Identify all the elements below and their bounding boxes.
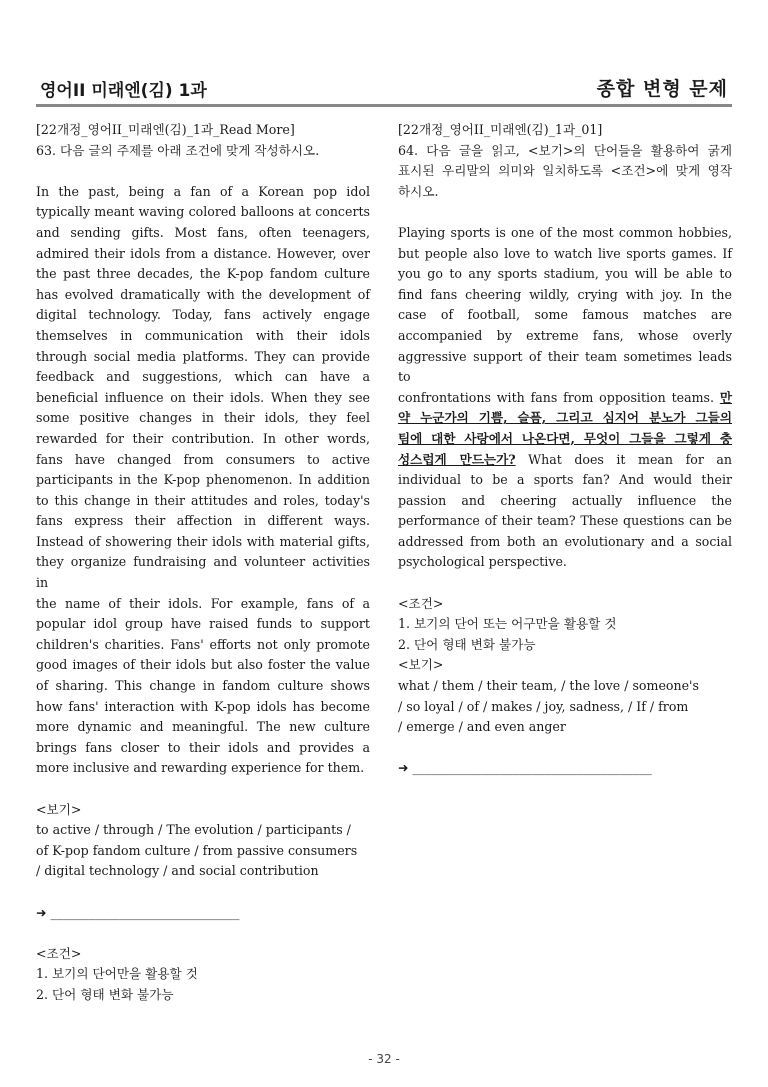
- passage-text: What does it mean for an: [515, 451, 732, 467]
- passage-line: rewarded for their contribution. In other words,: [36, 430, 370, 446]
- q63-bogi-line: / digital technology / and social contribution: [36, 863, 319, 879]
- passage-line: through social media platforms. They can provide: [36, 348, 370, 364]
- passage-line: popular idol group have raised funds to support: [36, 616, 370, 632]
- passage-line: [398, 408, 732, 429]
- q63-answer-blank[interactable]: ➜ ______________________________: [36, 904, 240, 920]
- passage-line: but people also love to watch live sports games. If: [398, 245, 732, 261]
- passage-line: to this change in their attitudes and roles, today's: [36, 492, 370, 508]
- passage-line: children's charities. Fans' efforts not only promote: [36, 636, 370, 652]
- q64-source: [22개정_영어II_미래엔(김)_1과_01]: [398, 122, 603, 137]
- q64-answer-blank[interactable]: ➜ ______________________________________: [398, 760, 652, 776]
- passage-line: more dynamic and meaningful. The new culture: [36, 719, 370, 735]
- passage-line: brings fans closer to their idols and provides a: [36, 739, 370, 755]
- passage-line: has evolved dramatically with the development of: [36, 286, 370, 302]
- passage-line: digital technology. Today, fans actively engage: [36, 307, 370, 323]
- passage-line: fans have changed from consumers to active: [36, 451, 370, 467]
- q64-prompt-line: 하시오.: [398, 183, 439, 199]
- q63-source: [22개정_영어II_미래엔(김)_1과_Read More]: [36, 122, 295, 137]
- passage-line: of sharing. This change in fandom culture shows: [36, 678, 370, 694]
- q63-bogi-line: of K-pop fandom culture / from passive consumers: [36, 842, 358, 858]
- q64-bogi-line: / so loyal / of / makes / joy, sadness, / If / from: [398, 698, 689, 714]
- passage-line: admired their idols from a distance. However, over: [36, 245, 370, 261]
- passage-line: passion and cheering actually influence the: [398, 492, 732, 508]
- q64-condition-label: <조건>: [398, 595, 444, 611]
- q63-bogi-label: <보기>: [36, 801, 82, 817]
- passage-line: the name of their idols. For example, fans of a: [36, 595, 370, 611]
- passage-line: feedback and suggestions, which can have a: [36, 369, 370, 385]
- passage-line: find fans cheering wildly, crying with joy. In the: [398, 286, 732, 302]
- passage-line: and sending gifts. Most fans, often teenagers,: [36, 224, 370, 240]
- passage-line: accompanied by extreme fans, whose overly: [398, 327, 732, 343]
- passage-line: aggressive support of their team sometimes leads to: [398, 348, 732, 385]
- q64-prompt-line: 표시된 우리말의 의미와 일치하도록 <조건>에 맞게 영작: [398, 163, 732, 179]
- q64-prompt-line: 64. 다음 글을 읽고, <보기>의 단어들을 활용하여 굵게: [398, 142, 732, 158]
- question-63: [36, 120, 370, 1006]
- passage-line: Playing sports is one of the most common hobbies,: [398, 224, 732, 240]
- passage-line: psychological perspective.: [398, 554, 567, 570]
- q63-prompt: 63. 다음 글의 주제를 아래 조건에 맞게 작성하시오.: [36, 142, 320, 158]
- bold-korean-text: 팀에 대한 사랑에서 나온다면, 무엇이 그들을 그렇게 충: [398, 430, 732, 446]
- passage-line: themselves in communication with their idols: [36, 327, 370, 343]
- passage-line: case of football, some famous matches are: [398, 307, 732, 323]
- passage-line: good images of their idols but also foster the value: [36, 657, 370, 673]
- passage-line: performance of their team? These questions can be: [398, 513, 732, 529]
- question-64: [398, 120, 732, 779]
- bold-korean-text: 성스럽게 만드는가?: [398, 451, 516, 467]
- passage-line: In the past, being a fan of a Korean pop idol: [36, 183, 370, 199]
- passage-line: beneficial influence on their idols. When they see: [36, 389, 370, 405]
- q63-condition-label: <조건>: [36, 945, 82, 961]
- passage-line: more inclusive and rewarding experience for them.: [36, 760, 365, 776]
- q64-passage: [398, 223, 732, 573]
- passage-line: [398, 450, 732, 471]
- passage-line: they organize fundraising and volunteer activities in: [36, 554, 370, 591]
- q64-bogi-label: <보기>: [398, 657, 444, 673]
- q64-condition: 2. 단어 형태 변화 불가능: [398, 636, 536, 652]
- passage-line: Instead of showering their idols with material gifts,: [36, 533, 370, 549]
- q63-passage: [36, 182, 370, 779]
- passage-line: some positive changes in their idols, they feel: [36, 410, 370, 426]
- page-number: - 32 -: [368, 1052, 400, 1066]
- passage-line: individual to be a sports fan? And would their: [398, 472, 732, 488]
- q64-condition: 1. 보기의 단어 또는 어구만을 활용할 것: [398, 616, 617, 632]
- bold-korean-text: 약 누군가의 기쁨, 슬픔, 그리고 심지어 분노가 그들의: [398, 410, 732, 426]
- passage-line: you go to any sports stadium, you will be able to: [398, 266, 732, 282]
- passage-line: fans express their affection in different ways.: [36, 513, 370, 529]
- passage-line: addressed from both an evolutionary and a social: [398, 533, 732, 549]
- passage-line: [398, 429, 732, 450]
- q63-condition: 1. 보기의 단어만을 활용할 것: [36, 966, 198, 982]
- passage-line: [398, 388, 732, 409]
- page-header: [36, 72, 732, 107]
- passage-line: the past three decades, the K-pop fandom culture: [36, 266, 370, 282]
- bold-korean-text: 만: [719, 389, 732, 405]
- q63-bogi-line: to active / through / The evolution / participants /: [36, 822, 351, 838]
- q64-bogi-line: / emerge / and even anger: [398, 719, 566, 735]
- passage-line: participants in the K-pop phenomenon. In addition: [36, 472, 370, 488]
- q63-condition: 2. 단어 형태 변화 불가능: [36, 986, 174, 1002]
- header-subtitle: 종합 변형 문제: [596, 78, 728, 100]
- q64-bogi-line: what / them / their team, / the love / someone's: [398, 678, 699, 694]
- passage-text: confrontations with fans from opposition teams.: [398, 389, 720, 405]
- header-title: 영어II 미래엔(김) 1과: [40, 81, 207, 101]
- passage-line: typically meant waving colored balloons at concerts: [36, 204, 370, 220]
- passage-line: how fans' interaction with K-pop idols has become: [36, 698, 370, 714]
